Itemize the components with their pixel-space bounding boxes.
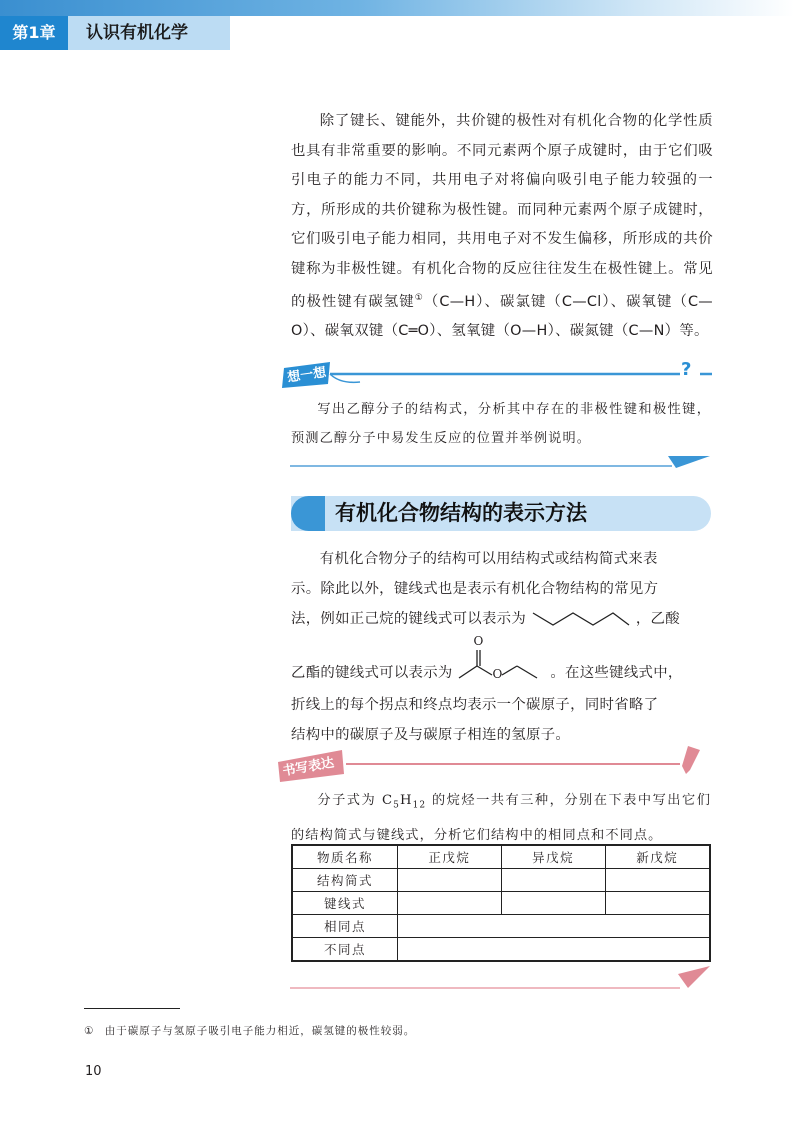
paragraph-line	[291, 634, 713, 688]
answer-cell[interactable]	[501, 892, 605, 915]
write-box-body: 的烷烃一共有三种，分别在下表中写出它们的结构简式与键线式，分析它们结构中的相同点和不同点。	[291, 793, 711, 843]
paragraph-line: 结构中的碳原子及与碳原子相连的氢原子。	[291, 727, 571, 743]
answer-cell[interactable]	[501, 869, 605, 892]
table-header-row	[292, 845, 710, 869]
table-header-cell: 物质名称	[292, 845, 398, 869]
section-title: 有机化合物结构的表示方法	[335, 501, 587, 525]
think-box-text	[291, 395, 711, 453]
answer-cell[interactable]	[398, 869, 502, 892]
carbonyl-oxygen-label: O	[473, 634, 484, 648]
footnote	[84, 1023, 415, 1038]
table-row-label: 相同点	[292, 915, 398, 938]
footnote-mark: ①	[84, 1025, 95, 1037]
subscript: 5	[393, 800, 400, 811]
paragraph-representation	[291, 544, 713, 750]
table-row	[292, 938, 710, 962]
answer-cell[interactable]	[398, 938, 711, 962]
write-box-body: 分子式为 C	[317, 793, 394, 808]
paragraph-text: ，乙酸	[635, 611, 680, 627]
question-mark-icon: ?	[681, 359, 692, 380]
answer-cell[interactable]	[605, 869, 710, 892]
think-box-body: 写出乙醇分子的结构式，分析其中存在的非极性键和极性键，预测乙醇分子中易发生反应的位置并举例说明。	[291, 402, 711, 446]
section-heading	[291, 496, 711, 531]
footnote-rule	[84, 1008, 180, 1009]
think-box-tag: 想一想	[286, 365, 328, 386]
write-box-text	[291, 786, 711, 850]
table-row	[292, 892, 710, 915]
paragraph-line: 折线上的每个拐点和终点均表示一个碳原子，同时省略了	[291, 697, 659, 713]
table-row-label: 结构简式	[292, 869, 398, 892]
paragraph-text: 乙酯的键线式可以表示为	[291, 665, 453, 681]
ethyl-acetate-skeletal-formula	[457, 634, 545, 688]
hexane-skeletal-formula	[531, 609, 631, 629]
answer-cell[interactable]	[398, 892, 502, 915]
header-gradient-bar	[0, 0, 794, 16]
write-box-tag: 书写表达	[281, 755, 336, 780]
chapter-title: 认识有机化学	[68, 16, 230, 50]
section-heading-tab	[291, 496, 325, 531]
paragraph-text: （C—H）、碳氯键（C—Cl）、碳氧键（C—O）、碳氧双键（C═O）、氢氧键（O—H）、碳氮键（C—N）等。	[291, 293, 713, 340]
table-row	[292, 915, 710, 938]
footnote-text: 由于碳原子与氢原子吸引电子能力相近，碳氢键的极性较弱。	[104, 1025, 416, 1037]
paragraph-polarity	[291, 107, 713, 347]
table-row-label: 键线式	[292, 892, 398, 915]
paragraph-line: 有机化合物分子的结构可以用结构式或结构简式来表	[319, 551, 658, 567]
paragraph-text: 法，例如正己烷的键线式可以表示为	[291, 611, 527, 627]
chapter-number: 第1章	[0, 16, 68, 50]
answer-cell[interactable]	[398, 915, 711, 938]
paragraph-line	[291, 604, 713, 634]
table-header-cell: 新戊烷	[605, 845, 710, 869]
subscript: 12	[412, 800, 427, 811]
pentane-isomer-table	[291, 844, 711, 962]
paragraph-text: 。在这些键线式中，	[550, 665, 683, 681]
write-box-body: H	[399, 793, 413, 808]
table-row-label: 不同点	[292, 938, 398, 962]
paragraph-text: 除了键长、键能外，共价键的极性对有机化合物的化学性质也具有非常重要的影响。不同元素两个原子成键时，由于它们吸引电子的能力不同，共用电子对将偏向吸引电子能力较强的一方，所形成的共价键称为极性键。而同种元素两个原子成键时，它们吸引电子能力相同，共用电子对不发生偏移，所形成的共价键称为非极性键。有机化合物的反应往往发生在极性键上。常见的极性键有碳氢键	[291, 113, 713, 310]
paragraph-line: 示。除此以外，键线式也是表示有机化合物结构的常见方	[291, 581, 659, 597]
answer-cell[interactable]	[605, 892, 710, 915]
footnote-marker[interactable]: ①	[414, 293, 424, 303]
table-header-cell: 正戊烷	[398, 845, 502, 869]
table-header-cell: 异戊烷	[501, 845, 605, 869]
page-number: 10	[85, 1064, 102, 1079]
ester-oxygen-label: O	[492, 667, 503, 681]
table-row	[292, 869, 710, 892]
